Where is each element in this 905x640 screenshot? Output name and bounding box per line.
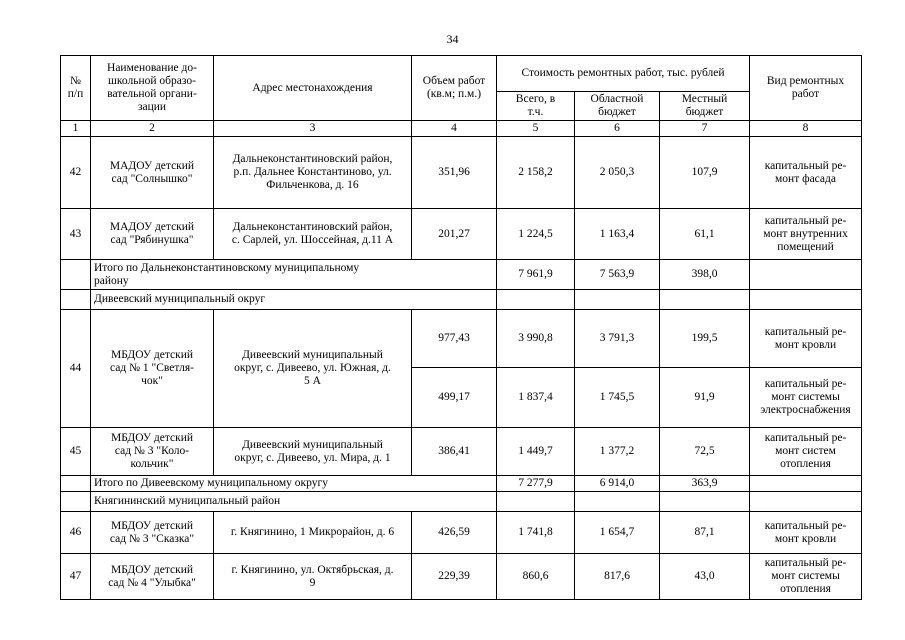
row-regional: 817,6 xyxy=(575,554,660,600)
row-name: МБДОУ детский сад № 4 "Улыбка" xyxy=(91,554,214,600)
empty-cell xyxy=(61,476,91,492)
row-address: Дальнеконстантиновский район, с. Сарлей, ул. Шоссейная, д.11 А xyxy=(214,209,412,260)
row-total: 1 224,5 xyxy=(497,209,575,260)
row-total: 1 449,7 xyxy=(497,428,575,476)
row-total: 860,6 xyxy=(497,554,575,600)
row-num: 46 xyxy=(61,512,91,554)
row-kind: капитальный ре- монт системы электроснабжения xyxy=(750,368,862,428)
row-volume: 499,17 xyxy=(412,368,497,428)
empty-cell xyxy=(660,492,750,512)
col-number: 5 xyxy=(497,121,575,137)
section-label: Дивеевский муниципальный округ xyxy=(91,290,497,310)
row-kind: капитальный ре- монт системы отопления xyxy=(750,554,862,600)
row-kind: капитальный ре- монт фасада xyxy=(750,137,862,209)
header-row xyxy=(61,56,862,92)
row-regional: 2 050,3 xyxy=(575,137,660,209)
table-row-42 xyxy=(61,137,862,209)
empty-cell xyxy=(575,492,660,512)
row-total: 3 990,8 xyxy=(497,310,575,368)
row-address: Дальнеконстантиновский район, р.п. Дальнее Константиново, ул. Фильченкова, д. 16 xyxy=(214,137,412,209)
col-number: 2 xyxy=(91,121,214,137)
header-regional: Областной бюджет xyxy=(575,92,660,121)
row-name: МАДОУ детский сад "Солнышко" xyxy=(91,137,214,209)
subtotal-label: Итого по Дивеевскому муниципальному округу xyxy=(91,476,497,492)
header-volume: Объем работ (кв.м; п.м.) xyxy=(412,56,497,121)
row-name: МБДОУ детский сад № 3 "Коло- кольчик" xyxy=(91,428,214,476)
row-total: 1 837,4 xyxy=(497,368,575,428)
section-row-knyagininsky xyxy=(61,492,862,512)
empty-cell xyxy=(750,476,862,492)
row-local: 43,0 xyxy=(660,554,750,600)
row-name: МБДОУ детский сад № 1 "Светля- чок" xyxy=(91,310,214,428)
header-total: Всего, в т.ч. xyxy=(497,92,575,121)
empty-cell xyxy=(61,290,91,310)
col-number: 8 xyxy=(750,121,862,137)
row-num: 47 xyxy=(61,554,91,600)
row-total: 1 741,8 xyxy=(497,512,575,554)
row-volume: 386,41 xyxy=(412,428,497,476)
subtotal-regional: 7 563,9 xyxy=(575,260,660,290)
col-number: 1 xyxy=(61,121,91,137)
subtotal-total: 7 961,9 xyxy=(497,260,575,290)
empty-cell xyxy=(497,492,575,512)
table-row-47 xyxy=(61,554,862,600)
header-local: Местный бюджет xyxy=(660,92,750,121)
row-volume: 201,27 xyxy=(412,209,497,260)
row-num: 43 xyxy=(61,209,91,260)
row-kind: капитальный ре- монт систем отопления xyxy=(750,428,862,476)
col-number: 4 xyxy=(412,121,497,137)
row-address: Дивеевский муниципальный округ, с. Дивеево, ул. Южная, д. 5 А xyxy=(214,310,412,428)
row-local: 91,9 xyxy=(660,368,750,428)
row-regional: 1 654,7 xyxy=(575,512,660,554)
empty-cell xyxy=(750,290,862,310)
column-number-row xyxy=(61,121,862,137)
table-row-43 xyxy=(61,209,862,260)
empty-cell xyxy=(750,492,862,512)
table-row-45 xyxy=(61,428,862,476)
row-kind: капитальный ре- монт кровли xyxy=(750,310,862,368)
col-number: 6 xyxy=(575,121,660,137)
subtotal-row-diveevsky xyxy=(61,476,862,492)
row-local: 87,1 xyxy=(660,512,750,554)
subtotal-local: 398,0 xyxy=(660,260,750,290)
row-volume: 977,43 xyxy=(412,310,497,368)
row-num: 45 xyxy=(61,428,91,476)
row-local: 107,9 xyxy=(660,137,750,209)
row-regional: 1 745,5 xyxy=(575,368,660,428)
subtotal-local: 363,9 xyxy=(660,476,750,492)
empty-cell xyxy=(575,290,660,310)
subtotal-label: Итого по Дальнеконстантиновскому муниципальному району xyxy=(91,260,497,290)
row-volume: 426,59 xyxy=(412,512,497,554)
header-address: Адрес местонахождения xyxy=(214,56,412,121)
empty-cell xyxy=(61,260,91,290)
page-number: 34 xyxy=(446,32,459,46)
subtotal-total: 7 277,9 xyxy=(497,476,575,492)
row-address: Дивеевский муниципальный округ, с. Дивеево, ул. Мира, д. 1 xyxy=(214,428,412,476)
row-regional: 3 791,3 xyxy=(575,310,660,368)
header-name: Наименование до- школьной образо- вательной органи- зации xyxy=(91,56,214,121)
table-row-46 xyxy=(61,512,862,554)
row-name: МАДОУ детский сад "Рябинушка" xyxy=(91,209,214,260)
row-kind: капитальный ре- монт кровли xyxy=(750,512,862,554)
section-label: Княгининский муниципальный район xyxy=(91,492,497,512)
col-number: 3 xyxy=(214,121,412,137)
row-local: 199,5 xyxy=(660,310,750,368)
row-num: 44 xyxy=(61,310,91,428)
row-num: 42 xyxy=(61,137,91,209)
row-address: г. Княгинино, 1 Микрорайон, д. 6 xyxy=(214,512,412,554)
row-volume: 351,96 xyxy=(412,137,497,209)
header-num: № п/п xyxy=(61,56,91,121)
empty-cell xyxy=(660,290,750,310)
header-kind: Вид ремонтных работ xyxy=(750,56,862,121)
row-kind: капитальный ре- монт внутренних помещений xyxy=(750,209,862,260)
row-total: 2 158,2 xyxy=(497,137,575,209)
subtotal-row-dalnekonstantinovsky xyxy=(61,260,862,290)
subtotal-regional: 6 914,0 xyxy=(575,476,660,492)
empty-cell xyxy=(750,260,862,290)
row-volume: 229,39 xyxy=(412,554,497,600)
row-regional: 1 377,2 xyxy=(575,428,660,476)
table-row-44 xyxy=(61,310,862,368)
empty-cell xyxy=(61,492,91,512)
row-name: МБДОУ детский сад № 3 "Сказка" xyxy=(91,512,214,554)
row-local: 72,5 xyxy=(660,428,750,476)
row-address: г. Княгинино, ул. Октябрьская, д. 9 xyxy=(214,554,412,600)
section-row-diveevsky xyxy=(61,290,862,310)
empty-cell xyxy=(497,290,575,310)
header-cost: Стоимость ремонтных работ, тыс. рублей xyxy=(497,56,750,92)
row-regional: 1 163,4 xyxy=(575,209,660,260)
row-local: 61,1 xyxy=(660,209,750,260)
col-number: 7 xyxy=(660,121,750,137)
repair-cost-table xyxy=(60,55,862,600)
